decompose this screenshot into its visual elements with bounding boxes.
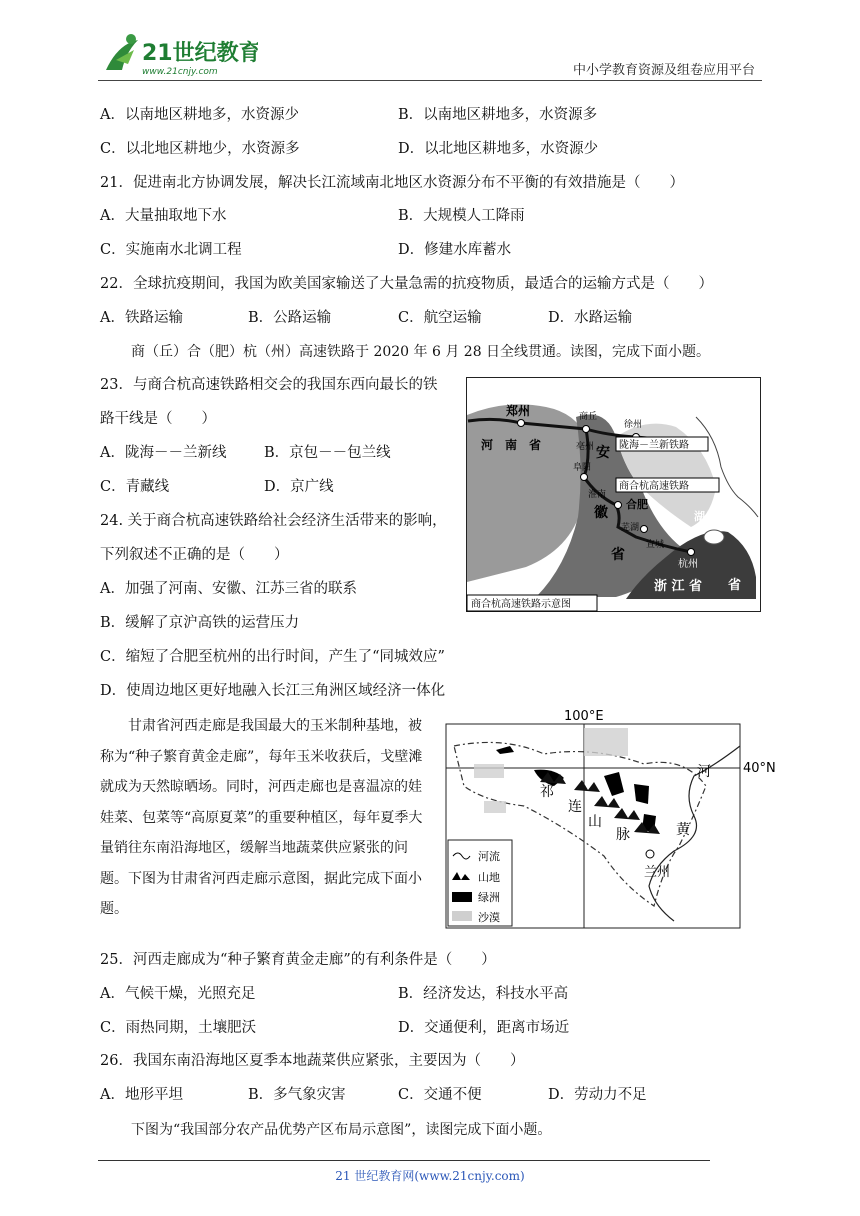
q23-option-b: B．京包－－包兰线 [264, 445, 391, 461]
intro-shanghehang: 商（丘）合（肥）杭（州）高速铁路于 2020 年 6 月 28 日全线贯通。读图，完成下面小题。 [131, 344, 711, 360]
q22-option-a: A．铁路运输 [100, 310, 183, 326]
label-mai: 脉 [616, 827, 630, 843]
shangqiu-station [583, 426, 590, 433]
label-he: 河 [697, 764, 711, 780]
label-longhai: 陇海－兰新铁路 [619, 440, 689, 451]
label-qi: 祁 [540, 784, 554, 800]
label-shh: 商合杭高速铁路 [619, 481, 689, 492]
label-shan: 山 [588, 814, 602, 830]
q24-option-d: D．使周边地区更好地融入长江三角洲区域经济一体化 [100, 683, 446, 699]
logo-url: www.21cnjy.com [142, 67, 218, 77]
q21-option-b: B．大规模人工降雨 [398, 208, 525, 224]
label-sheng: 省 [611, 547, 625, 563]
q24-stem-line2: 下列叙述不正确的是（ ） [100, 547, 289, 563]
intro-hexi-corridor: 甘肃省河西走廊是我国最大的玉米制种基地，被称为“种子繁育黄金走廊”，每年玉米收获后，戈壁滩就成为天然晾晒场。同时，河西走廊也是喜温凉的娃娃菜、包菜等“高原夏菜”的重要种植区，每年夏季大量销往东南沿海地区，缓解当地蔬菜供应紧张的问题。下图为甘肃省河西走廊示意图，据此完成下面小题。 [100, 718, 423, 917]
q20-option-a: A．以南地区耕地多，水资源少 [100, 107, 299, 123]
q23-option-a: A．陇海－－兰新线 [100, 445, 227, 461]
fuyang-station [581, 474, 588, 481]
label-fuyang: 阜阳 [573, 463, 592, 473]
label-xuzhou: 徐州 [624, 420, 643, 430]
q23-stem-line2: 路干线是（ ） [100, 411, 216, 427]
label-hui: 徽 [594, 505, 608, 521]
q20-option-c: C．以北地区耕地少，水资源多 [100, 141, 300, 157]
q21-option-a: A．大量抽取地下水 [100, 208, 227, 224]
zhengzhou-station [518, 420, 525, 427]
legend-oasis: 绿洲 [478, 891, 500, 904]
label-huainan: 淮南 [588, 490, 607, 500]
label-shangqiu: 商丘 [579, 412, 598, 422]
q26-option-b: B．多气象灾害 [248, 1087, 346, 1103]
q22-option-d: D．水路运输 [548, 310, 633, 326]
q23-stem-line1: 23．与商合杭高速铁路相交会的我国东西向最长的铁 [100, 377, 438, 393]
q24-option-a: A．加强了河南、安徽、江苏三省的联系 [100, 581, 357, 597]
intro-agri-products: 下图为“我国部分农产品优势产区布局示意图”，读图完成下面小题。 [131, 1122, 552, 1138]
q21-stem: 21．促进南北方协调发展，解决长江流域南北地区水资源分布不平衡的有效措施是（ ） [100, 175, 684, 191]
lake-shape [704, 530, 724, 544]
q26-option-a: A．地形平坦 [100, 1087, 183, 1103]
label-zhejiang: 浙 江 省 [654, 579, 703, 594]
label-lanzhou: 兰州 [644, 865, 671, 880]
lat-label: 40°N [743, 761, 776, 776]
q24-option-b: B．缓解了京沪高铁的运营压力 [100, 615, 300, 631]
q24-stem-line1: 24. 关于商合杭高速铁路给社会经济生活带来的影响， [100, 513, 447, 529]
site-logo [98, 30, 258, 78]
hefei-station [615, 502, 622, 509]
label-an: 安 [596, 445, 610, 461]
legend-oasis-icon [452, 892, 472, 902]
q20-option-d: D．以北地区耕地多，水资源少 [398, 141, 599, 157]
label-sheng2: 省 [728, 578, 742, 593]
legend-river: 河流 [478, 850, 500, 863]
q25-option-c: C．雨热同期，土壤肥沃 [100, 1020, 257, 1036]
footer-link[interactable]: 21 世纪教育网(www.21cnjy.com) [335, 1169, 525, 1183]
label-bozhou: 亳州 [576, 442, 595, 452]
map2-legend [448, 840, 512, 926]
label-zhengzhou: 郑州 [506, 404, 531, 418]
q22-option-b: B．公路运输 [248, 310, 332, 326]
q23-option-c: C．青藏线 [100, 479, 170, 495]
hangzhou-station [688, 549, 695, 556]
map1-caption: 商合杭高速铁路示意图 [471, 599, 571, 610]
label-wuhu: 芜湖 [621, 523, 640, 533]
q21-option-d: D．修建水库蓄水 [398, 242, 512, 258]
footer-divider [98, 1160, 710, 1161]
legend-mountain: 山地 [478, 871, 500, 884]
label-hefei: 合肥 [626, 498, 648, 511]
label-xuancheng: 宣城 [646, 540, 665, 550]
shanghehang-railway-map [466, 377, 761, 612]
q22-stem: 22．全球抗疫期间，我国为欧美国家输送了大量急需的抗疫物质，最适合的运输方式是（ ） [100, 276, 713, 292]
legend-desert: 沙漠 [478, 911, 500, 924]
q25-stem: 25．河西走廊成为“种子繁育黄金走廊”的有利条件是（ ） [100, 952, 496, 968]
q26-option-c: C．交通不便 [398, 1087, 482, 1103]
q24-option-c: C．缩短了合肥至杭州的出行时间，产生了“同城效应” [100, 649, 445, 665]
hexi-corridor-map [444, 706, 780, 930]
wuhu-station [641, 526, 648, 533]
platform-name: 中小学教育资源及组卷应用平台 [572, 63, 755, 78]
q25-option-b: B．经济发达，科技水平高 [398, 986, 569, 1002]
label-hangzhou: 杭州 [678, 559, 698, 570]
q20-option-b: B．以南地区耕地多，水资源多 [398, 107, 598, 123]
logo-text: 21世纪教育 [142, 41, 258, 66]
legend-desert-icon [452, 911, 472, 921]
q21-option-c: C．实施南水北调工程 [100, 242, 242, 258]
lon-label: 100°E [564, 709, 604, 724]
label-henan: 河 南 省 [481, 438, 542, 452]
q23-option-d: D．京广线 [264, 479, 334, 495]
label-huzhou: 湖州 [694, 510, 716, 523]
q22-option-c: C．航空运输 [398, 310, 482, 326]
q25-option-d: D．交通便利，距离市场近 [398, 1020, 570, 1036]
lanzhou-point [646, 850, 654, 858]
label-lian: 连 [568, 799, 582, 815]
q26-stem: 26．我国东南沿海地区夏季本地蔬菜供应紧张，主要因为（ ） [100, 1053, 525, 1069]
q26-option-d: D．劳动力不足 [548, 1087, 647, 1103]
q25-option-a: A．气候干燥，光照充足 [100, 986, 256, 1002]
label-huang: 黄 [676, 822, 690, 838]
header-divider [98, 80, 762, 81]
